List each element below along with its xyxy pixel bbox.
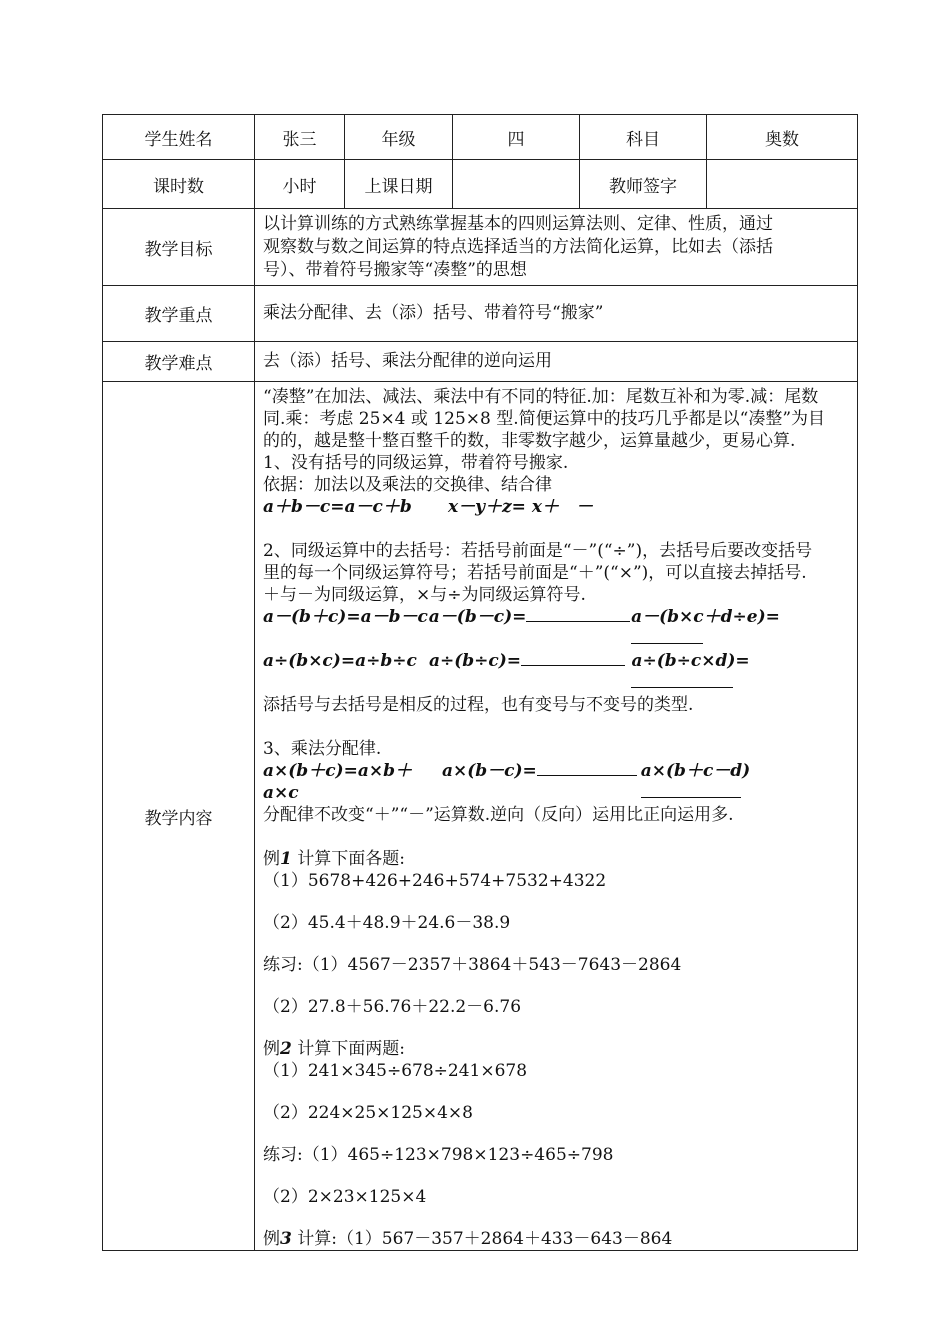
difficulties-row [103,342,858,382]
hours-label: 课时数 [103,160,255,209]
header-row-1 [103,115,858,160]
content-label: 教学内容 [103,382,255,1251]
example-1-title: 例1 计算下面各题: [263,849,405,869]
answer-blank[interactable] [631,673,733,688]
answer-blank[interactable] [537,761,637,776]
section-2-formulas-b [263,650,849,694]
formula: a－(b＋c)=a－b－c [263,607,428,627]
section-1-formulas [263,496,849,518]
spacer [263,934,849,954]
date-label: 上课日期 [345,160,453,209]
section-2-end: 添括号与去括号是相反的过程，也有变号与不变号的类型. [263,695,694,715]
spacer [263,518,849,540]
formula: a－(b×c＋d÷e)= [631,607,780,627]
content-row [103,382,858,1251]
spacer [263,826,849,848]
formula: a＋b－c=a－c＋b [263,497,412,517]
answer-blank[interactable] [641,783,741,798]
grade-value: 四 [453,115,580,160]
difficulties-label: 教学难点 [103,342,255,382]
practice-2-q1: 练习:（1）465÷123×798×123÷465÷798 [263,1145,614,1165]
objective-line: 观察数与数之间运算的特点选择适当的方法简化运算，比如去（添括 [263,236,773,257]
section-3-title: 3、乘法分配律. [263,739,382,759]
objective-line: 号）、带着符号搬家等“凑整”的思想 [263,259,527,280]
section-1-title: 1、没有括号的同级运算，带着符号搬家. [263,453,569,473]
subject-label: 科目 [580,115,707,160]
formula: a×(b＋c)=a×b＋a×c [263,761,412,803]
intro-line: 同.乘：考虑 25×4 或 125×8 型.简便运算中的技巧几乎都是以“凑整”为目 [263,409,826,429]
grade-label: 年级 [345,115,453,160]
teacher-sign-value [707,160,858,209]
section-1-basis: 依据：加法以及乘法的交换律、结合律 [263,475,552,495]
answer-blank[interactable] [526,607,630,622]
example-2-title: 例2 计算下面两题: [263,1039,405,1059]
spacer [263,1166,849,1186]
answer-blank[interactable] [521,651,625,666]
practice-1-q2: （2）27.8＋56.76＋22.2－6.76 [263,997,522,1017]
formula: a÷(b÷c)= [428,651,522,671]
key-points-text: 乘法分配律、去（添）括号、带着符号“搬家” [255,286,858,342]
example-3: 例3 计算:（1）567－357＋2864＋433－643－864 [263,1229,673,1249]
section-2-line: 2、同级运算中的去括号：若括号前面是“－”(“÷”)，去括号后要改变括号 [263,541,813,561]
objective-row [103,209,858,286]
formula: a－(b－c)= [428,607,527,627]
date-value [453,160,580,209]
spacer [263,1018,849,1038]
objective-line: 以计算训练的方式熟练掌握基本的四则运算法则、定律、性质，通过 [263,213,773,234]
key-points-row [103,286,858,342]
key-points-label: 教学重点 [103,286,255,342]
intro-line: 的的，越是整十整百整千的数，非零数字越少，运算量越少，更易心算. [263,431,796,451]
content-body [255,382,858,1251]
formula: a×(b＋c－d) [640,761,751,781]
header-row-2 [103,160,858,209]
lesson-plan-sheet [102,114,857,1249]
spacer [263,1208,849,1228]
student-name-value: 张三 [255,115,345,160]
objective-label: 教学目标 [103,209,255,286]
section-2-note: ＋与－为同级运算，×与÷为同级运算符号. [263,585,586,605]
hours-value: 小时 [255,160,345,209]
lesson-plan-table [102,114,858,1251]
example-1-q1: （1）5678+426+246+574+7532+4322 [263,871,607,891]
answer-blank[interactable] [631,629,703,644]
section-2-formulas-a [263,606,849,650]
subject-value: 奥数 [707,115,858,160]
formula: a×(b－c)= [441,761,537,781]
practice-1-q1: 练习:（1）4567－2357＋3864＋543－7643－2864 [263,955,682,975]
section-3-formulas [263,760,849,804]
teacher-sign-label: 教师签字 [580,160,707,209]
objective-text [255,209,858,286]
student-name-label: 学生姓名 [103,115,255,160]
formula: x－y＋z= x＋ － [448,497,593,517]
spacer [263,1124,849,1144]
difficulties-text: 去（添）括号、乘法分配律的逆向运用 [255,342,858,382]
spacer [263,976,849,996]
practice-2-q2: （2）2×23×125×4 [263,1187,427,1207]
section-3-note: 分配律不改变“＋”“－”运算数.逆向（反向）运用比正向运用多. [263,805,734,825]
formula: a÷(b÷c×d)= [631,651,750,671]
formula: a÷(b×c)=a÷b÷c [263,651,417,671]
example-2-q1: （1）241×345÷678÷241×678 [263,1061,528,1081]
section-2-line: 里的每一个同级运算符号；若括号前面是“＋”(“×”)，可以直接去掉括号. [263,563,807,583]
spacer [263,716,849,738]
spacer [263,1082,849,1102]
intro-line: “凑整”在加法、减法、乘法中有不同的特征.加：尾数互补和为零.减：尾数 [263,387,819,407]
spacer [263,892,849,912]
example-2-q2: （2）224×25×125×4×8 [263,1103,473,1123]
example-1-q2: （2）45.4＋48.9＋24.6－38.9 [263,913,511,933]
